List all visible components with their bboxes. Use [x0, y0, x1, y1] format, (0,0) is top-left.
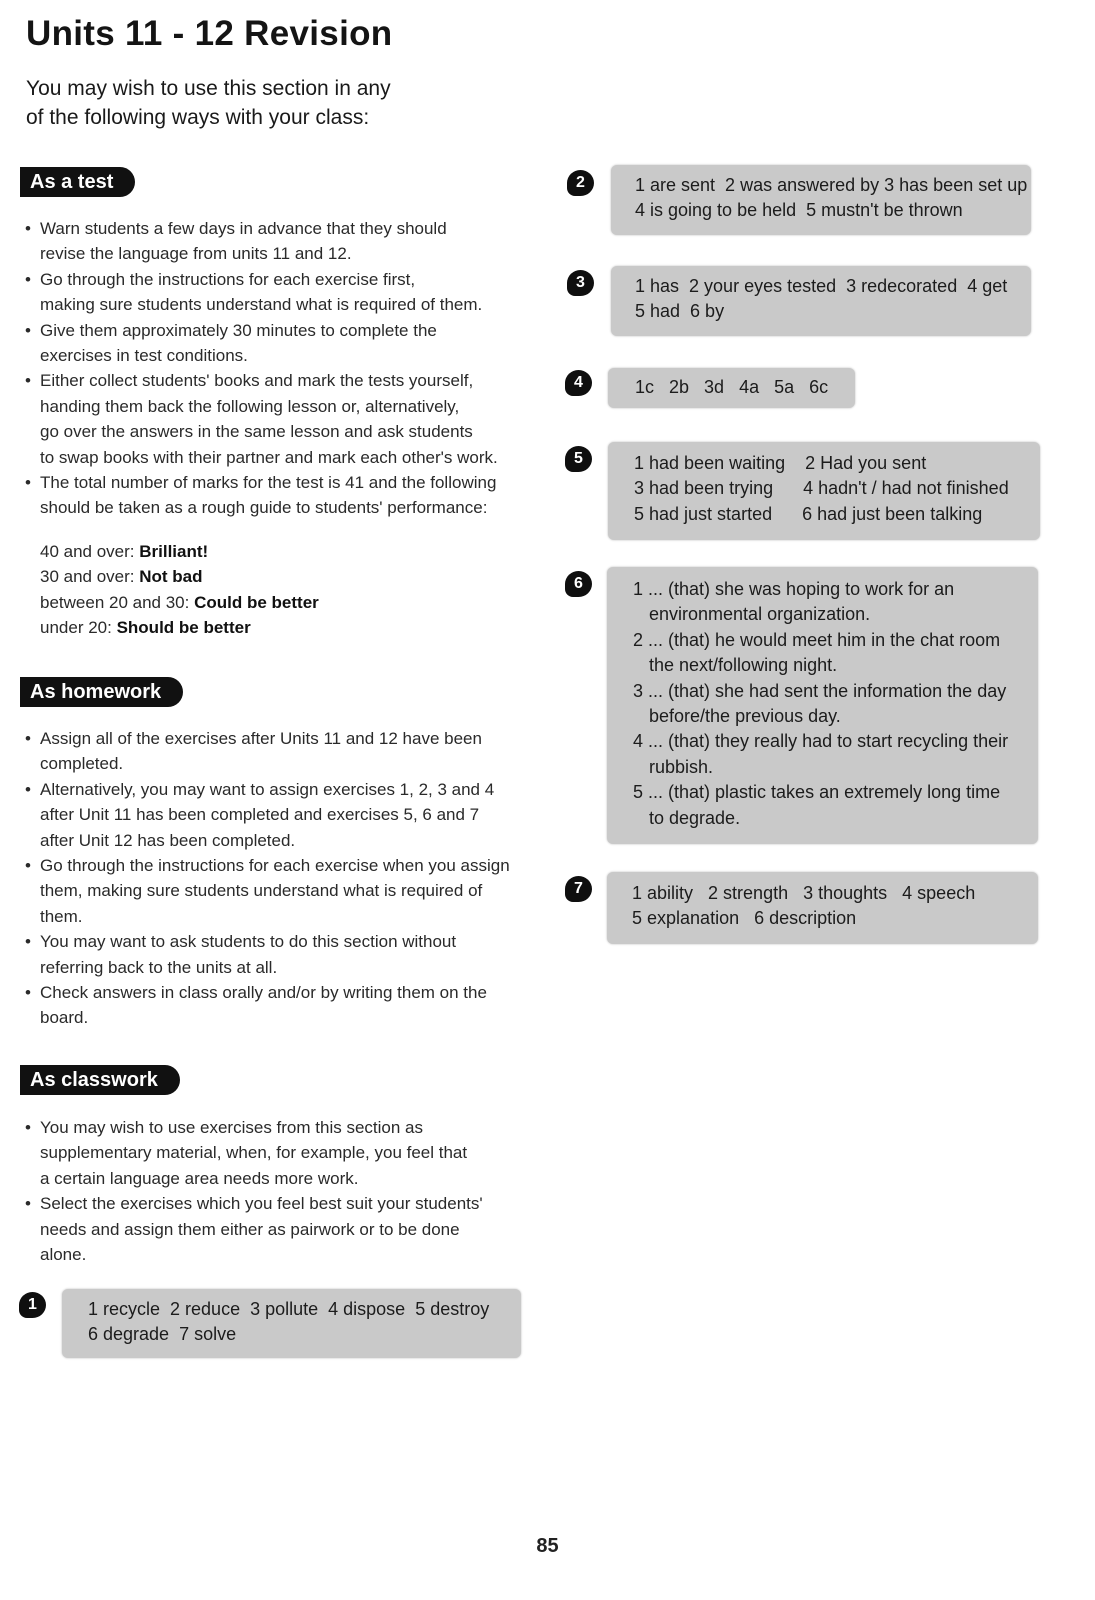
answer-line: 1 had been waiting 2 Had you sent	[634, 453, 927, 473]
exercise-number-badge: 5	[565, 446, 592, 472]
bullet-line: supplementary material, when, for example, you feel that	[40, 1143, 468, 1163]
bullet-line: go over the answers in the same lesson and ask students	[40, 422, 473, 442]
bullet-line: The total number of marks for the test is 41 and the following	[40, 473, 497, 493]
answer-line: 1 ... (that) she was hoping to work for an	[633, 579, 955, 599]
answer-line: rubbish.	[649, 756, 714, 777]
answer-line: 5 had 6 by	[635, 301, 725, 322]
bullet-line: handing them back the following lesson or, alternatively,	[40, 396, 460, 416]
answer-line: 1 ability 2 strength 3 thoughts 4 speech	[632, 883, 976, 903]
bullet-dot-icon: •	[25, 1194, 31, 1214]
bullet-dot-icon: •	[25, 219, 31, 238]
bullet-line: exercises in test conditions.	[40, 346, 248, 366]
bullet-item	[24, 216, 544, 267]
answer-box-exercise-1	[62, 1289, 521, 1358]
bullet-line: should be taken as a rough guide to students' performance:	[40, 498, 488, 518]
bullet-line: Either collect students' books and mark the tests yourself,	[40, 371, 474, 391]
bullet-dot-icon: •	[25, 856, 31, 876]
answer-line: 6 degrade 7 solve	[88, 1324, 237, 1345]
answer-line: 1c 2b 3d 4a 5a 6c	[635, 377, 829, 397]
answer-box-exercise-2	[611, 165, 1031, 235]
bullet-line: board.	[40, 1008, 89, 1028]
bullet-line: Alternatively, you may want to assign exercises 1, 2, 3 and 4	[40, 779, 495, 799]
answer-box-exercise-7	[607, 872, 1038, 944]
bullet-line: Warn students a few days in advance that they should	[40, 219, 447, 238]
answer-box-exercise-3	[611, 266, 1031, 336]
intro-text	[26, 74, 446, 132]
page-title: Units 11 - 12 Revision	[26, 14, 393, 53]
bullet-line: them, making sure students understand what is required of	[40, 881, 483, 901]
page-number: 85	[536, 1535, 559, 1557]
score-row: between 20 and 30: Could be better	[40, 592, 319, 612]
answer-line: before/the previous day.	[649, 706, 841, 727]
answer-line: environmental organization.	[649, 604, 871, 625]
answer-box-exercise-6	[607, 567, 1038, 844]
exercise-number-badge: 6	[565, 571, 592, 597]
answer-box-exercise-4	[608, 368, 855, 408]
bullet-dot-icon: •	[25, 779, 31, 799]
section-heading-homework: As homework	[20, 677, 183, 707]
bullet-item	[24, 726, 544, 777]
bullet-line: You may want to ask students to do this section without	[40, 932, 457, 952]
bullet-line: Assign all of the exercises after Units 11 and 12 have been	[40, 729, 482, 748]
intro-line: of the following ways with your class:	[26, 106, 370, 129]
answer-line: 1 recycle 2 reduce 3 pollute 4 dispose 5 destroy	[88, 1299, 490, 1319]
bullet-line: after Unit 12 has been completed.	[40, 830, 296, 850]
answer-line: 1 has 2 your eyes tested 3 redecorated 4 get	[635, 276, 1008, 296]
bullet-item	[24, 853, 544, 929]
bullet-line: needs and assign them either as pairwork or to be done	[40, 1219, 460, 1239]
bullet-dot-icon: •	[25, 371, 31, 391]
bullet-line: Go through the instructions for each exercise when you assign	[40, 856, 510, 876]
answer-box-exercise-5	[608, 442, 1040, 540]
score-guide	[40, 539, 319, 641]
bullet-dot-icon: •	[25, 473, 31, 493]
bullet-item	[24, 470, 544, 521]
bullet-line: revise the language from units 11 and 12.	[40, 244, 352, 264]
bullet-line: referring back to the units at all.	[40, 957, 278, 977]
bullet-item	[24, 929, 544, 980]
bullet-item	[24, 777, 544, 853]
bullet-line: completed.	[40, 754, 124, 774]
bullet-item	[24, 318, 544, 369]
exercise-number-badge: 2	[567, 170, 594, 196]
answer-line: 4 is going to be held 5 mustn't be thrown	[635, 200, 963, 221]
test-bullet-list	[24, 216, 544, 521]
bullet-item	[24, 368, 544, 470]
bullet-line: You may wish to use exercises from this section as	[40, 1118, 423, 1137]
exercise-number-badge: 7	[565, 876, 592, 902]
score-row: under 20: Should be better	[40, 618, 251, 638]
bullet-item	[24, 267, 544, 318]
answer-line: 5 ... (that) plastic takes an extremely long time	[633, 782, 1001, 803]
bullet-line: Go through the instructions for each exercise first,	[40, 269, 416, 289]
bullet-dot-icon: •	[25, 320, 31, 340]
bullet-item	[24, 1191, 544, 1267]
score-row: 40 and over: Brilliant!	[40, 542, 209, 561]
score-row: 30 and over: Not bad	[40, 567, 203, 587]
answer-line: 2 ... (that) he would meet him in the chat room	[633, 629, 1001, 650]
exercise-number-badge: 4	[565, 370, 592, 396]
bullet-line: to swap books with their partner and mark each other's work.	[40, 447, 498, 467]
bullet-dot-icon: •	[25, 269, 31, 289]
bullet-dot-icon: •	[25, 932, 31, 952]
bullet-line: Check answers in class orally and/or by writing them on the	[40, 983, 487, 1003]
answer-line: 4 ... (that) they really had to start recycling their	[633, 731, 1009, 752]
answer-line: to degrade.	[649, 807, 741, 828]
answer-line: the next/following night.	[649, 655, 838, 676]
bullet-item	[24, 1115, 544, 1191]
answer-line: 3 ... (that) she had sent the information the day	[633, 680, 1007, 701]
bullet-item	[24, 980, 544, 1031]
answer-line: 1 are sent 2 was answered by 3 has been set up	[635, 175, 1028, 195]
answer-line: 5 explanation 6 description	[632, 908, 857, 929]
exercise-number-badge: 1	[19, 1292, 46, 1318]
bullet-dot-icon: •	[25, 729, 31, 748]
classwork-bullet-list	[24, 1115, 544, 1267]
homework-bullet-list	[24, 726, 544, 1031]
bullet-line: after Unit 11 has been completed and exercises 5, 6 and 7	[40, 805, 480, 825]
exercise-number-badge: 3	[567, 270, 594, 296]
bullet-dot-icon: •	[25, 1118, 31, 1137]
section-heading-test: As a test	[20, 167, 135, 197]
bullet-line: making sure students understand what is required of them.	[40, 295, 483, 315]
bullet-line: Select the exercises which you feel best suit your students'	[40, 1194, 483, 1214]
section-heading-classwork: As classwork	[20, 1065, 180, 1095]
bullet-line: alone.	[40, 1245, 87, 1265]
bullet-line: Give them approximately 30 minutes to complete the	[40, 320, 437, 340]
intro-line: You may wish to use this section in any	[26, 77, 391, 100]
answer-line: 3 had been trying 4 hadn't / had not finished	[634, 478, 1009, 499]
bullet-line: them.	[40, 906, 83, 926]
bullet-dot-icon: •	[25, 983, 31, 1003]
bullet-line: a certain language area needs more work.	[40, 1168, 359, 1188]
answer-line: 5 had just started 6 had just been talking	[634, 503, 983, 524]
